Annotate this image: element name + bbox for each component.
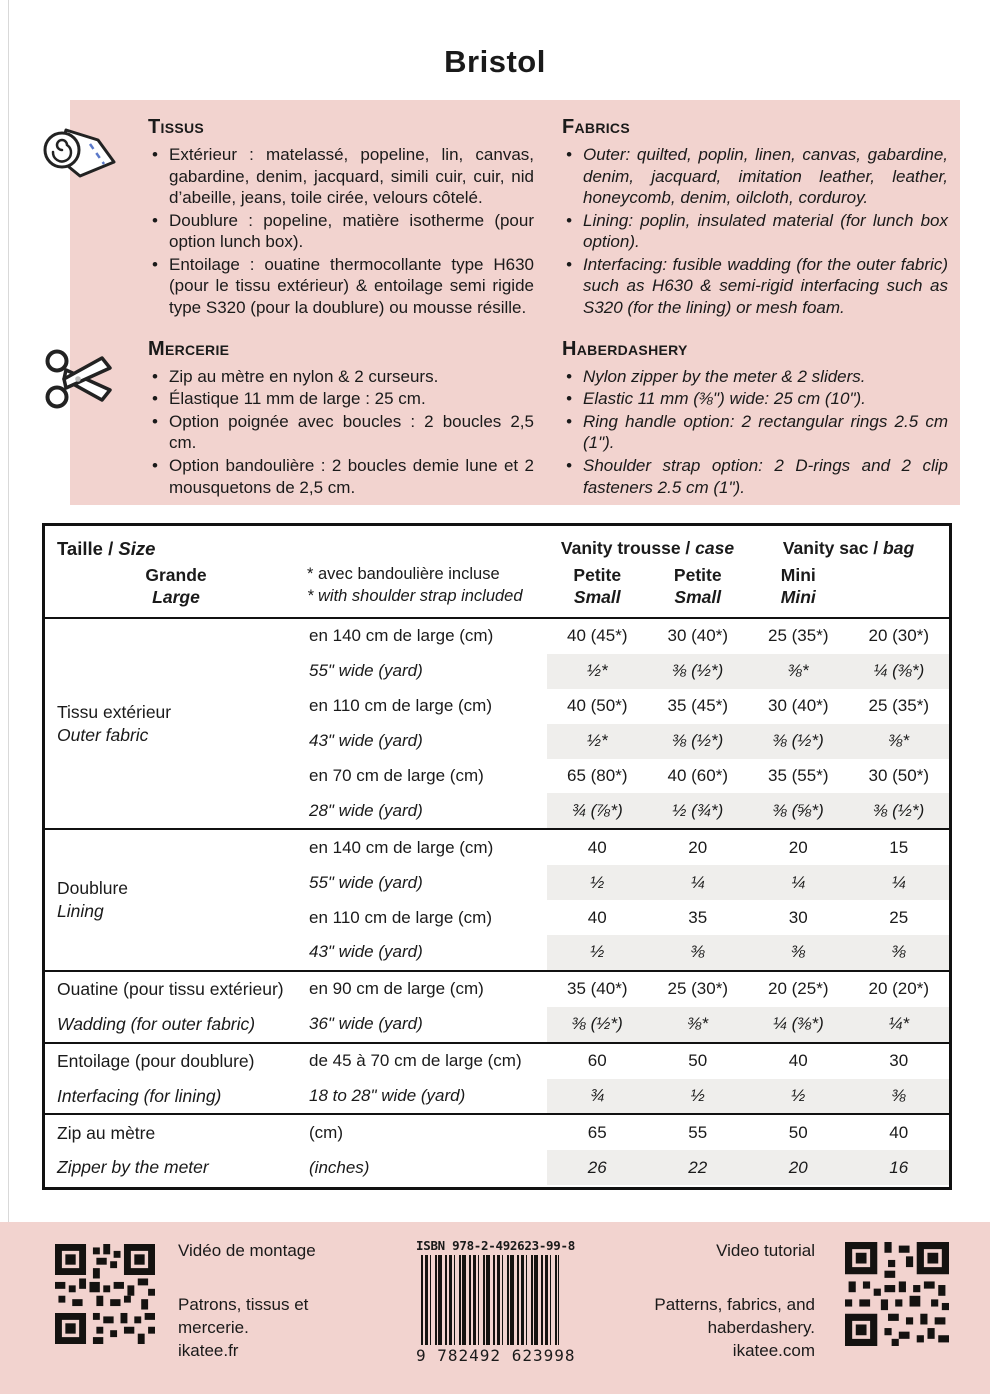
row-spec: en 90 cm de large (cm) xyxy=(309,979,484,999)
scissors-icon xyxy=(44,346,118,417)
table-cell: 15 xyxy=(889,837,909,857)
row-spec: (inches) xyxy=(309,1157,370,1177)
table-cell: ½* xyxy=(547,724,648,759)
row-spec: 36" wide (yard) xyxy=(309,1014,423,1034)
table-cell: ¾ xyxy=(547,1079,648,1114)
row-label: Entoilage (pour doublure) xyxy=(57,1050,255,1071)
table-cell: ¼ (⅜*) xyxy=(748,1007,849,1042)
section-mercerie xyxy=(148,338,534,499)
table-cell: ½ xyxy=(748,1079,849,1114)
table-cell: ¼ xyxy=(748,865,849,900)
tagline-fr: Patrons, tissus et mercerie. xyxy=(178,1295,309,1337)
table-cell: ½ xyxy=(547,935,648,970)
table-cell: 20 (30*) xyxy=(868,626,929,646)
row-spec: en 110 cm de large (cm) xyxy=(309,696,492,716)
fabrics-heading: Fabrics xyxy=(562,116,630,138)
row-label: Doublure Lining xyxy=(57,878,129,922)
list-item: • Lining: poplin, insulated material (for lunch box option). xyxy=(562,210,948,253)
row-spec: en 140 cm de large (cm) xyxy=(309,626,494,646)
info-panel xyxy=(70,100,960,505)
tissus-heading: Tissus xyxy=(148,116,205,138)
table-cell: 30 xyxy=(889,1051,909,1071)
table-cell: 50 xyxy=(788,1122,808,1142)
footer-right-block xyxy=(640,1294,815,1363)
table-cell: 20 xyxy=(688,837,708,857)
fabric-roll-icon xyxy=(40,118,118,189)
table-cell: ⅜ (½*) xyxy=(849,793,950,828)
row-label: Zip au mètre xyxy=(57,1122,156,1143)
barcode-digits: 9 782492 623998 xyxy=(416,1346,576,1365)
table-cell: 20 xyxy=(788,837,808,857)
list-item: • Doublure : popeline, matière isotherme (pour option lunch box). xyxy=(148,210,534,253)
site-en: ikatee.com xyxy=(732,1340,815,1360)
col-header-large: Grande Large xyxy=(145,565,207,608)
size-table xyxy=(42,523,952,1190)
table-cell: 40 xyxy=(587,837,607,857)
size-header: Taille / Size xyxy=(57,538,156,559)
table-section-wadding xyxy=(45,970,949,1042)
haberdashery-list xyxy=(562,366,948,498)
table-cell: 40 (50*) xyxy=(567,696,628,716)
table-cell: ½ (¾*) xyxy=(648,793,749,828)
list-item: • Elastic 11 mm (⅜") wide: 25 cm (10"). xyxy=(562,388,948,410)
table-cell: ⅜ xyxy=(849,1079,950,1114)
row-label: Wadding (for outer fabric) xyxy=(57,1013,256,1034)
row-spec: de 45 à 70 cm de large (cm) xyxy=(309,1051,522,1071)
table-cell: 25 (35*) xyxy=(868,696,929,716)
row-label: Zipper by the meter xyxy=(57,1157,209,1178)
table-cell: ½* xyxy=(547,654,648,689)
qr-code-en xyxy=(845,1242,949,1351)
group-header-bag: Vanity sac / bag xyxy=(782,538,915,558)
video-label-en: Video tutorial xyxy=(716,1241,815,1260)
list-item: • Option bandoulière : 2 boucles demie lune et 2 mousquetons de 2,5 cm. xyxy=(148,455,534,498)
table-section-outer-fabric xyxy=(45,619,949,828)
table-cell: 60 xyxy=(587,1051,607,1071)
table-cell: ⅜ (½*) xyxy=(748,724,849,759)
table-cell: ⅜ (½*) xyxy=(648,724,749,759)
row-spec: 55" wide (yard) xyxy=(309,872,423,892)
section-haberdashery xyxy=(562,338,948,499)
row-spec: en 140 cm de large (cm) xyxy=(309,837,494,857)
table-cell: 16 xyxy=(849,1150,950,1185)
row-spec: en 70 cm de large (cm) xyxy=(309,766,484,785)
footer-left-block xyxy=(178,1294,336,1363)
table-cell: ½ xyxy=(648,1079,749,1114)
table-cell: 25 xyxy=(889,907,909,927)
table-cell: 50 xyxy=(688,1051,708,1071)
table-cell: ⅜ (½*) xyxy=(648,654,749,689)
video-label-fr: Vidéo de montage xyxy=(178,1241,316,1260)
list-item: • Ring handle option: 2 rectangular rings 2.5 cm (1"). xyxy=(562,411,948,454)
table-section-zipper xyxy=(45,1113,949,1185)
row-label: Tissu extérieur Outer fabric xyxy=(57,701,172,745)
footer xyxy=(0,1222,990,1394)
table-cell: 30 (40*) xyxy=(667,626,728,646)
table-header xyxy=(45,526,949,619)
barcode xyxy=(416,1238,576,1365)
haberdashery-heading: Haberdashery xyxy=(562,337,688,360)
table-cell: 30 (40*) xyxy=(768,696,829,716)
table-cell: ¼* xyxy=(849,1007,950,1042)
table-cell: 65 xyxy=(587,1122,607,1142)
list-item: • Option poignée avec boucles : 2 boucles 2,5 cm. xyxy=(148,411,534,454)
table-cell: 40 xyxy=(889,1122,909,1142)
table-section-lining xyxy=(45,828,949,970)
row-spec: 55" wide (yard) xyxy=(309,661,423,681)
table-cell: ⅜* xyxy=(748,654,849,689)
info-grid xyxy=(148,116,948,499)
page-title: Bristol xyxy=(444,44,546,79)
table-cell: 40 xyxy=(788,1051,808,1071)
site-fr: ikatee.fr xyxy=(178,1340,239,1360)
table-cell: ¼ xyxy=(849,865,950,900)
group-header-case: Vanity trousse / case xyxy=(560,538,735,558)
table-cell: 65 (80*) xyxy=(567,766,628,785)
mercerie-list xyxy=(148,366,534,498)
row-spec: en 110 cm de large (cm) xyxy=(309,907,492,927)
barcode-bars xyxy=(421,1255,559,1345)
table-cell: ⅜ xyxy=(849,935,950,970)
table-cell: 35 (55*) xyxy=(768,766,829,785)
list-item: • Zip au mètre en nylon & 2 curseurs. xyxy=(148,366,534,388)
table-cell: 30 xyxy=(788,907,808,927)
table-cell: ¼ (⅜*) xyxy=(849,654,950,689)
table-cell: ⅜ xyxy=(748,935,849,970)
section-fabrics xyxy=(562,116,948,320)
table-cell: 25 (35*) xyxy=(768,626,829,646)
row-label: Ouatine (pour tissu extérieur) xyxy=(57,978,284,999)
isbn-text: ISBN 978-2-492623-99-8 xyxy=(416,1238,575,1253)
table-cell: 40 xyxy=(587,907,607,927)
list-item: • Shoulder strap option: 2 D-rings and 2 clip fasteners 2.5 cm (1"). xyxy=(562,455,948,498)
table-cell: ½ xyxy=(547,865,648,900)
table-cell: ⅜ xyxy=(648,935,749,970)
list-item: • Entoilage : ouatine thermocollante type H630 (pour le tissu extérieur) & entoilage semi rigide type S320 (pour la doublure) ou mousse résille. xyxy=(148,254,534,319)
row-spec: 28" wide (yard) xyxy=(309,800,423,820)
table-cell: ⅜ (⅝*) xyxy=(748,793,849,828)
table-cell: ⅜* xyxy=(849,724,950,759)
table-cell: 35 (45*) xyxy=(667,696,728,716)
table-cell: 40 (45*) xyxy=(567,626,628,646)
section-tissus xyxy=(148,116,534,320)
table-cell: 30 (50*) xyxy=(868,766,929,785)
col-header-small-bag: Petite Small xyxy=(673,565,722,608)
table-cell: 20 (25*) xyxy=(768,979,829,999)
table-cell: ⅜* xyxy=(648,1007,749,1042)
table-cell: 20 (20*) xyxy=(868,979,929,999)
table-cell: ⅜ (½*) xyxy=(547,1007,648,1042)
fabrics-list xyxy=(562,144,948,319)
table-cell: ¾ (⅞*) xyxy=(547,793,648,828)
table-cell: 35 (40*) xyxy=(567,979,628,999)
col-header-mini: Mini Mini xyxy=(780,565,816,608)
row-spec: 43" wide (yard) xyxy=(309,731,423,751)
list-item: • Élastique 11 mm de large : 25 cm. xyxy=(148,388,534,410)
row-spec: 18 to 28" wide (yard) xyxy=(309,1086,466,1106)
qr-code-fr xyxy=(55,1244,155,1349)
table-cell: 20 xyxy=(748,1150,849,1185)
tagline-en: Patterns, fabrics, and haberdashery. xyxy=(654,1295,815,1337)
table-section-interfacing xyxy=(45,1042,949,1114)
table-cell: 22 xyxy=(648,1150,749,1185)
col-header-small-case: Petite Small xyxy=(573,565,622,608)
table-cell: 40 (60*) xyxy=(667,766,728,785)
row-spec: (cm) xyxy=(309,1122,343,1142)
table-cell: 55 xyxy=(688,1122,708,1142)
row-label: Interfacing (for lining) xyxy=(57,1085,222,1106)
table-cell: 26 xyxy=(547,1150,648,1185)
list-item: • Outer: quilted, poplin, linen, canvas, gabardine, denim, jacquard, imitation leather, leather, honeycomb, denim, oilcloth, corduroy. xyxy=(562,144,948,209)
table-cell: ¼ xyxy=(648,865,749,900)
mercerie-heading: Mercerie xyxy=(148,337,230,360)
list-item: • Nylon zipper by the meter & 2 sliders. xyxy=(562,366,948,388)
page-edge-line xyxy=(8,0,9,1222)
strap-note: * avec bandoulière incluse * with shoulder strap included xyxy=(307,565,523,606)
list-item: • Extérieur : matelassé, popeline, lin, canvas, gabardine, denim, jacquard, simili cuir, cuir, nid d’abeille, jeans, toile cirée, velours côtelé. xyxy=(148,144,534,209)
tissus-list xyxy=(148,144,534,319)
table-cell: 35 xyxy=(688,907,708,927)
table-cell: 25 (30*) xyxy=(667,979,728,999)
row-spec: 43" wide (yard) xyxy=(309,942,423,962)
list-item: • Interfacing: fusible wadding (for the outer fabric) such as H630 & semi-rigid interfacing such as S320 (for the lining) or mesh foam. xyxy=(562,254,948,319)
